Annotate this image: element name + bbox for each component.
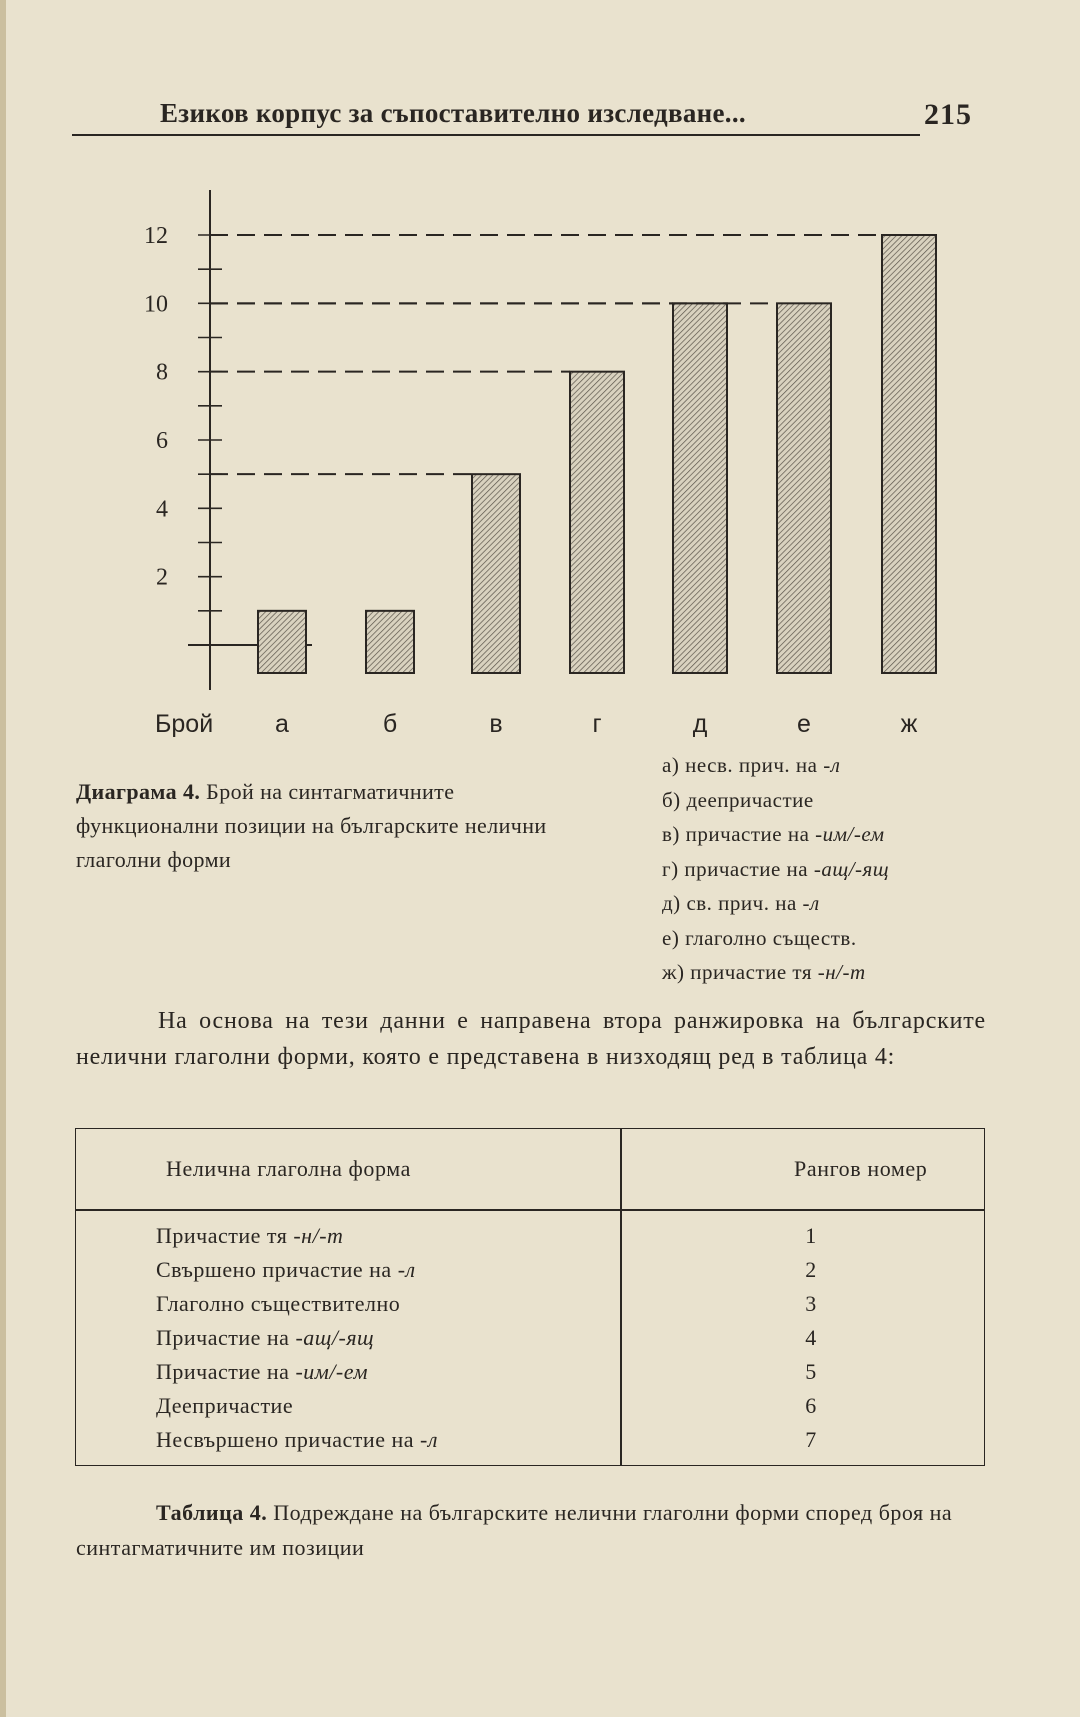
rank-table xyxy=(75,1128,985,1466)
y-tick-label: 10 xyxy=(144,291,168,318)
table-cell-rank: 1 xyxy=(805,1223,817,1248)
table-row xyxy=(76,1221,984,1255)
table-header-form: Нелична глаголна форма xyxy=(166,1156,412,1181)
x-axis-label: Брой xyxy=(155,710,214,738)
legend-suffix: -н/-т xyxy=(817,960,866,984)
table-row xyxy=(76,1255,984,1289)
y-tick-label: 8 xyxy=(156,359,168,386)
form-suffix: -им/-ем xyxy=(295,1359,369,1384)
table-cell-form xyxy=(156,1325,374,1351)
table-cell-rank: 2 xyxy=(805,1257,817,1282)
category-label: в xyxy=(489,710,503,738)
legend-key: е) xyxy=(662,925,686,950)
diagram-caption xyxy=(76,775,596,877)
form-text: Глаголно съществително xyxy=(156,1291,401,1316)
form-text: Свършено причастие на xyxy=(156,1257,398,1282)
body-paragraph xyxy=(76,1003,986,1075)
form-suffix: -н/-т xyxy=(293,1223,344,1248)
bar xyxy=(777,303,831,673)
legend-text: св. прич. на xyxy=(686,891,803,915)
legend-item xyxy=(662,852,889,887)
y-tick-label: 2 xyxy=(156,564,168,591)
legend-key: в) xyxy=(662,822,686,846)
diagram-caption-label: Диаграма 4. xyxy=(76,779,201,804)
table-cell-rank: 4 xyxy=(805,1325,817,1350)
table-caption-label: Таблица 4. xyxy=(156,1500,268,1525)
table-row xyxy=(76,1357,984,1391)
table-body xyxy=(76,1221,984,1459)
legend-suffix: -л xyxy=(802,891,820,915)
form-text: Причастие тя xyxy=(156,1223,294,1248)
legend-key: д) xyxy=(662,891,687,915)
legend-item xyxy=(662,817,889,852)
table-row xyxy=(76,1289,984,1323)
legend-key: б) xyxy=(662,787,687,812)
table-cell-form xyxy=(156,1359,368,1385)
table-cell-form xyxy=(156,1393,293,1419)
y-tick-label: 12 xyxy=(144,223,168,249)
bar xyxy=(673,303,727,673)
table-row xyxy=(76,1425,984,1459)
diagram-caption-text: Брой на синтагматичните функционални позиции на българските нелични глаголни форми xyxy=(76,779,547,872)
legend-key: а) xyxy=(662,753,686,777)
form-text: Причастие на xyxy=(156,1325,296,1350)
legend-text: причастие на xyxy=(685,822,816,846)
legend-key: г) xyxy=(662,856,685,881)
category-label: е xyxy=(797,710,811,738)
legend-text: глаголно съществ. xyxy=(685,925,857,950)
form-suffix: -ащ/-ящ xyxy=(295,1325,375,1350)
category-label: б xyxy=(382,710,398,738)
page-number: 215 xyxy=(924,98,972,131)
category-label: д xyxy=(692,710,708,738)
bar xyxy=(366,611,414,673)
table-header-rank: Рангов номер xyxy=(794,1156,928,1181)
bar xyxy=(882,235,936,673)
table-caption-text: Подреждане на българските нелични глаголни форми според броя на синтагматичните им позиции xyxy=(76,1500,953,1560)
legend-item xyxy=(662,783,889,818)
legend-suffix: -л xyxy=(823,753,841,777)
table-row xyxy=(76,1323,984,1357)
table-caption xyxy=(76,1495,986,1565)
bar xyxy=(258,611,306,673)
form-text: Деепричастие xyxy=(156,1393,294,1418)
bar-chart xyxy=(0,0,1080,760)
table-cell-rank: 3 xyxy=(805,1291,817,1316)
form-suffix: -л xyxy=(420,1427,438,1452)
table-cell-rank: 7 xyxy=(805,1427,817,1452)
paragraph-text: На основа на тези данни е направена втора ранжировка на българските нелични глаголни форми, която е представена в низходящ ред в таблица 4: xyxy=(76,1008,986,1070)
form-suffix: -л xyxy=(397,1257,416,1282)
y-tick-label: 6 xyxy=(156,428,168,454)
legend-text: причастие тя xyxy=(690,960,818,984)
table-header-divider xyxy=(76,1209,984,1211)
legend-text: несв. прич. на xyxy=(685,753,824,777)
legend-suffix: -ащ/-ящ xyxy=(813,856,890,881)
table-cell-form xyxy=(156,1223,343,1249)
table-cell-rank: 6 xyxy=(805,1393,817,1418)
y-tick-label: 4 xyxy=(156,496,168,523)
legend-item xyxy=(662,955,889,990)
legend-text: деепричастие xyxy=(686,787,814,812)
legend-key: ж) xyxy=(662,960,691,984)
legend-item xyxy=(662,921,889,956)
table-row xyxy=(76,1391,984,1425)
table-cell-rank: 5 xyxy=(805,1359,817,1384)
form-text: Причастие на xyxy=(156,1359,296,1384)
legend-item xyxy=(662,748,889,783)
table-cell-form xyxy=(156,1257,416,1283)
form-text: Несвършено причастие на xyxy=(156,1427,420,1452)
category-label: ж xyxy=(900,710,918,738)
table-cell-form xyxy=(156,1427,438,1453)
chart-legend xyxy=(662,748,889,990)
bar xyxy=(472,474,520,673)
legend-item xyxy=(662,886,889,921)
running-title: Езиков корпус за съпоставително изследване... xyxy=(160,98,746,128)
table-cell-form xyxy=(156,1291,400,1317)
bar xyxy=(570,372,624,673)
category-label: а xyxy=(275,710,289,738)
legend-suffix: -им/-ем xyxy=(815,822,885,846)
legend-text: причастие на xyxy=(684,856,814,881)
category-label: г xyxy=(592,710,602,738)
